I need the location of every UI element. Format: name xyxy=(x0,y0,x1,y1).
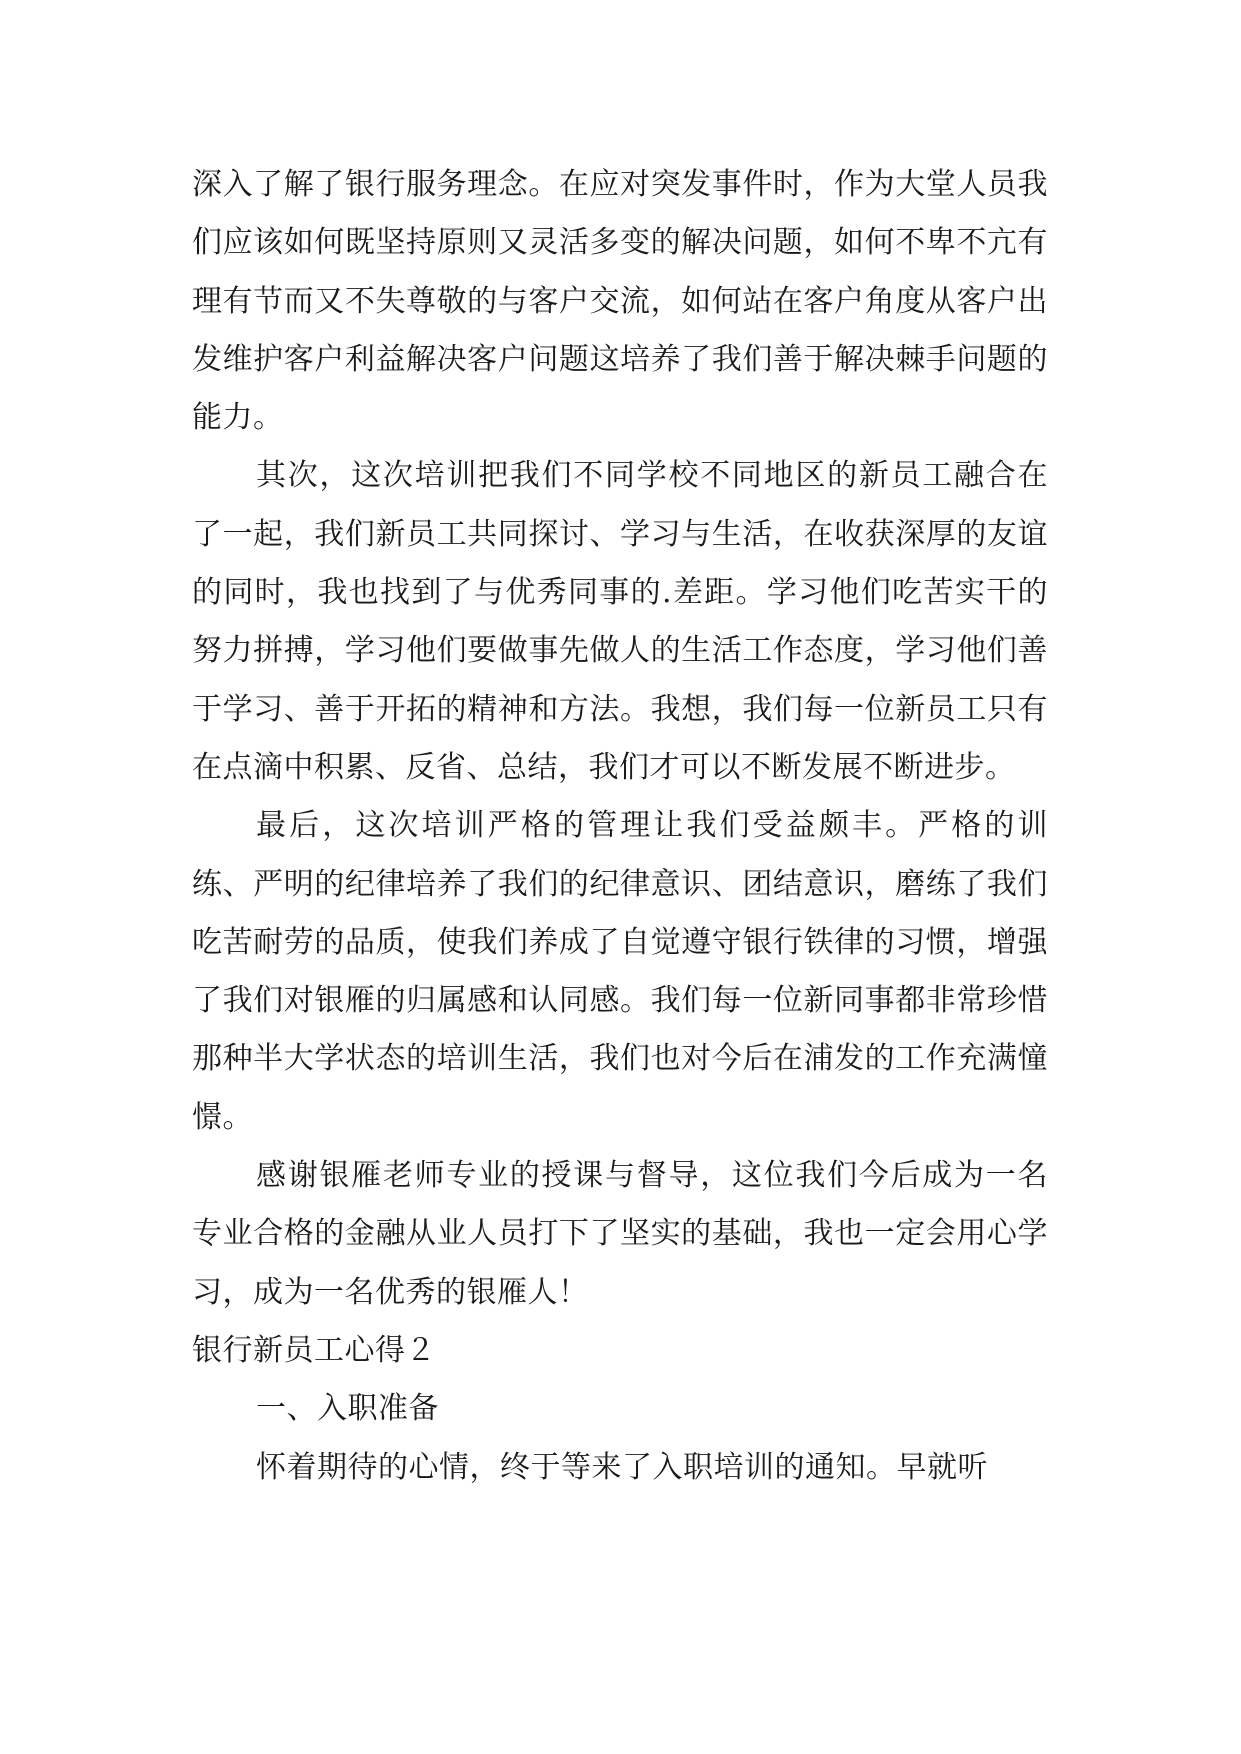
subsection-title: 一、入职准备 xyxy=(256,1391,439,1427)
paragraph-continuation: 深入了解了银行服务理念。在应对突发事件时，作为大堂人员我们应该如何既坚持原则又灵活多变的解决问题，如何不卑不亢有理有节而又不失尊敬的与客户交流，如何站在客户角度从客户出发维护客户利益解决客户问题这培养了我们善于解决棘手问题的能力。 xyxy=(192,167,1048,436)
paragraph-thanks: 感谢银雁老师专业的授课与督导，这位我们今后成为一名专业合格的金融从业人员打下了坚实的基础，我也一定会用心学习，成为一名优秀的银雁人！ xyxy=(192,1158,1048,1310)
section-title: 银行新员工心得２ xyxy=(192,1332,436,1368)
paragraph-last: 最后，这次培训严格的管理让我们受益颇丰。严格的训练、严明的纪律培养了我们的纪律意识、团结意识，磨练了我们吃苦耐劳的品质，使我们养成了自觉遵守银行铁律的习惯，增强了我们对银雁的归属感和认同感。我们每一位新同事都非常珍惜那种半大学状态的培训生活，我们也对今后在浦发的工作充满憧憬。 xyxy=(192,808,1048,1135)
document-body xyxy=(192,156,1048,1497)
paragraph-second: 其次，这次培训把我们不同学校不同地区的新员工融合在了一起，我们新员工共同探讨、学习与生活，在收获深厚的友谊的同时，我也找到了与优秀同事的.差距。学习他们吃苦实干的努力拼搏，学习他们要做事先做人的生活工作态度，学习他们善于学习、善于开拓的精神和方法。我想，我们每一位新员工只有在点滴中积累、反省、总结，我们才可以不断发展不断进步。 xyxy=(192,458,1048,785)
paragraph-intro: 怀着期待的心情，终于等来了入职培训的通知。早就听 xyxy=(256,1449,988,1485)
